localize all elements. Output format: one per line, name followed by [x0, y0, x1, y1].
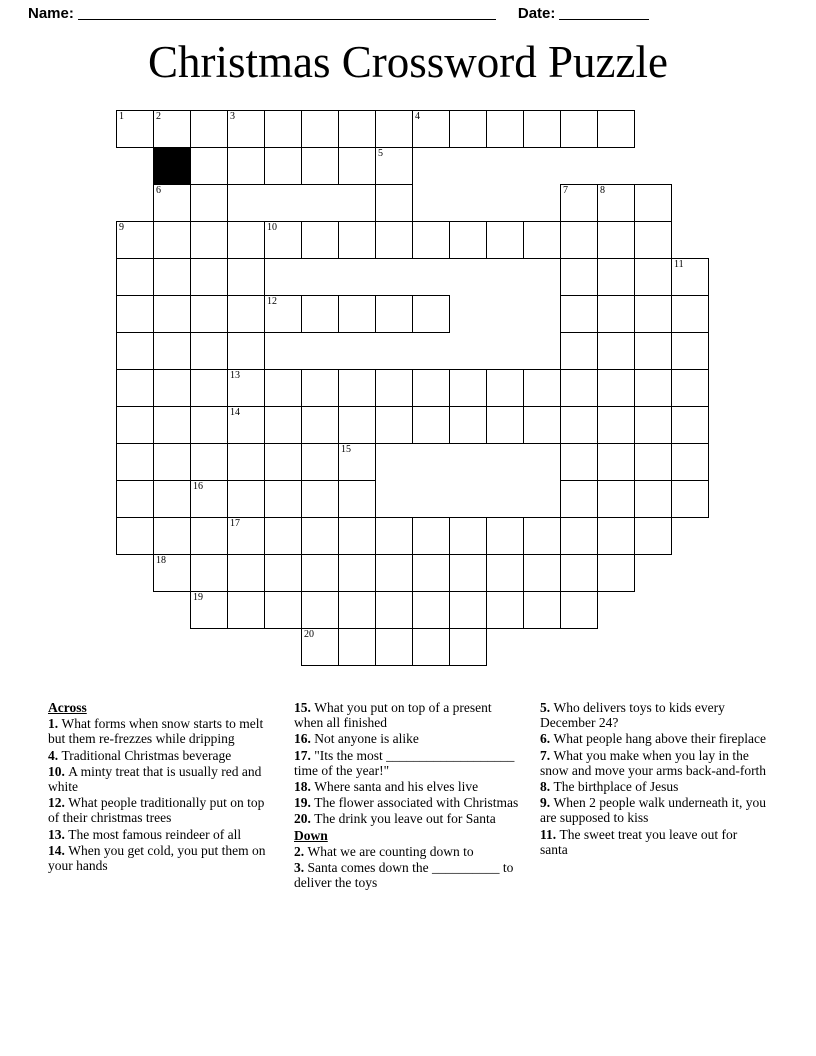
crossword-grid[interactable] [116, 110, 700, 694]
clue-number: 4. [48, 747, 62, 763]
grid-cell[interactable] [486, 517, 524, 555]
clue-text: What you put on top of a present when all finished [294, 700, 492, 731]
grid-cell[interactable] [153, 258, 191, 296]
grid-cell[interactable] [116, 480, 154, 518]
grid-cell[interactable] [560, 554, 598, 592]
across-clue-list-cont [294, 700, 522, 827]
clue-text: Traditional Christmas beverage [61, 747, 232, 763]
clue-item [294, 795, 522, 810]
across-heading: Across [48, 700, 87, 715]
grid-cell[interactable] [338, 110, 376, 148]
grid-cell[interactable] [153, 184, 191, 222]
grid-cell[interactable] [116, 517, 154, 555]
cell-number: 12 [267, 296, 277, 307]
grid-cell[interactable] [116, 258, 154, 296]
name-label: Name: [28, 4, 74, 22]
clue-item [540, 827, 768, 857]
grid-cell[interactable] [264, 554, 302, 592]
clue-number: 2. [294, 843, 308, 859]
grid-cell[interactable] [523, 591, 561, 629]
grid-cell[interactable] [264, 295, 302, 333]
grid-cell[interactable] [634, 332, 672, 370]
grid-cell[interactable] [301, 147, 339, 185]
grid-cell[interactable] [190, 147, 228, 185]
grid-cell[interactable] [301, 406, 339, 444]
grid-cell[interactable] [301, 480, 339, 518]
clue-number: 16. [294, 731, 315, 747]
clue-text: What people hang above their fireplace [553, 731, 767, 747]
clue-number: 5. [540, 700, 554, 715]
worksheet-header [28, 0, 788, 26]
clue-item [540, 748, 768, 778]
grid-cell[interactable] [597, 184, 635, 222]
clue-text: The flower associated with Christmas [314, 795, 519, 811]
grid-cell[interactable] [190, 554, 228, 592]
clue-item [48, 795, 276, 825]
clue-text: What you make when you lay in the snow and move your arms back-and-forth [540, 747, 767, 778]
grid-cell[interactable] [190, 406, 228, 444]
grid-cell[interactable] [449, 221, 487, 259]
grid-cell[interactable] [597, 258, 635, 296]
grid-cell[interactable] [560, 591, 598, 629]
grid-cell[interactable] [116, 332, 154, 370]
grid-cell[interactable] [227, 221, 265, 259]
cell-number: 6 [156, 185, 161, 196]
grid-cell[interactable] [560, 295, 598, 333]
grid-cell[interactable] [153, 295, 191, 333]
grid-cell[interactable] [597, 554, 635, 592]
grid-cell[interactable] [412, 406, 450, 444]
grid-cell[interactable] [264, 406, 302, 444]
grid-cell[interactable] [227, 480, 265, 518]
grid-cell[interactable] [375, 554, 413, 592]
cell-number: 2 [156, 111, 161, 122]
grid-cell[interactable] [190, 443, 228, 481]
grid-cell[interactable] [523, 406, 561, 444]
grid-cell[interactable] [634, 406, 672, 444]
grid-cell[interactable] [190, 591, 228, 629]
grid-cell[interactable] [116, 221, 154, 259]
clue-number: 20. [294, 811, 315, 827]
cell-number: 5 [378, 148, 383, 159]
cell-number: 14 [230, 407, 240, 418]
grid-cell[interactable] [412, 110, 450, 148]
grid-cell[interactable] [560, 221, 598, 259]
grid-cell[interactable] [190, 480, 228, 518]
clue-text: Santa comes down the __________ to deliver the toys [294, 860, 514, 891]
clue-item [294, 748, 522, 778]
grid-cell[interactable] [486, 591, 524, 629]
across-clue-list [48, 716, 276, 873]
grid-cell[interactable] [634, 480, 672, 518]
grid-cell[interactable] [634, 184, 672, 222]
grid-cell[interactable] [301, 369, 339, 407]
grid-cell[interactable] [264, 369, 302, 407]
grid-cell[interactable] [560, 443, 598, 481]
page-title: Christmas Crossword Puzzle [148, 37, 668, 87]
clue-number: 6. [540, 731, 554, 747]
grid-cell[interactable] [412, 591, 450, 629]
grid-cell[interactable] [338, 221, 376, 259]
grid-cell[interactable] [412, 295, 450, 333]
clue-number: 12. [48, 795, 69, 811]
grid-cell[interactable] [153, 517, 191, 555]
grid-cell[interactable] [264, 221, 302, 259]
grid-cell[interactable] [116, 295, 154, 333]
grid-cell[interactable] [338, 147, 376, 185]
grid-cell[interactable] [375, 517, 413, 555]
grid-cell[interactable] [338, 295, 376, 333]
cell-number: 15 [341, 444, 351, 455]
grid-cell[interactable] [264, 480, 302, 518]
clue-item [294, 844, 522, 859]
grid-cell[interactable] [486, 406, 524, 444]
grid-cell[interactable] [560, 480, 598, 518]
grid-cell[interactable] [190, 295, 228, 333]
cell-number: 17 [230, 518, 240, 529]
clue-text: The drink you leave out for Santa [314, 811, 496, 827]
grid-cell[interactable] [486, 554, 524, 592]
clue-text: When you get cold, you put them on your hands [48, 842, 266, 874]
clues-column-2 [294, 700, 522, 960]
grid-cell[interactable] [634, 295, 672, 333]
grid-cell[interactable] [412, 517, 450, 555]
grid-cell[interactable] [227, 406, 265, 444]
date-input-line[interactable] [559, 7, 649, 20]
grid-cell[interactable] [560, 258, 598, 296]
grid-cell[interactable] [227, 369, 265, 407]
grid-cell[interactable] [301, 591, 339, 629]
grid-cell[interactable] [597, 443, 635, 481]
grid-cell[interactable] [671, 258, 709, 296]
grid-cell[interactable] [227, 110, 265, 148]
clue-item [294, 860, 522, 890]
grid-cell[interactable] [264, 517, 302, 555]
clue-text: The most famous reindeer of all [68, 826, 242, 842]
clue-number: 10. [48, 763, 69, 779]
grid-cell[interactable] [338, 517, 376, 555]
clue-number: 9. [540, 795, 554, 811]
clue-text: When 2 people walk underneath it, you are supposed to kiss [540, 795, 767, 826]
grid-cell[interactable] [190, 332, 228, 370]
clue-number: 14. [48, 842, 69, 858]
grid-cell[interactable] [264, 591, 302, 629]
grid-cell[interactable] [634, 443, 672, 481]
grid-cell[interactable] [560, 110, 598, 148]
grid-cell[interactable] [671, 332, 709, 370]
grid-cell[interactable] [412, 221, 450, 259]
grid-cell[interactable] [153, 443, 191, 481]
grid-cell[interactable] [671, 480, 709, 518]
grid-cell[interactable] [449, 591, 487, 629]
clue-item [540, 779, 768, 794]
grid-cell[interactable] [449, 406, 487, 444]
down-heading: Down [294, 827, 328, 843]
clues-section [48, 700, 768, 960]
cell-number: 4 [415, 111, 420, 122]
grid-block [153, 147, 191, 185]
down-clue-list [294, 844, 522, 891]
grid-cell[interactable] [671, 295, 709, 333]
cell-number: 8 [600, 185, 605, 196]
clue-number: 18. [294, 779, 315, 795]
grid-cell[interactable] [190, 110, 228, 148]
grid-cell[interactable] [116, 110, 154, 148]
grid-cell[interactable] [597, 110, 635, 148]
grid-cell[interactable] [523, 369, 561, 407]
grid-cell[interactable] [486, 369, 524, 407]
grid-cell[interactable] [634, 258, 672, 296]
grid-cell[interactable] [116, 369, 154, 407]
grid-cell[interactable] [375, 406, 413, 444]
grid-cell[interactable] [523, 517, 561, 555]
grid-cell[interactable] [227, 517, 265, 555]
grid-cell[interactable] [301, 295, 339, 333]
grid-cell[interactable] [264, 443, 302, 481]
cell-number: 10 [267, 222, 277, 233]
grid-cell[interactable] [634, 369, 672, 407]
grid-cell[interactable] [153, 480, 191, 518]
clue-item [48, 843, 276, 873]
grid-cell[interactable] [523, 110, 561, 148]
grid-cell[interactable] [190, 258, 228, 296]
grid-cell[interactable] [597, 295, 635, 333]
cell-number: 11 [674, 259, 684, 270]
grid-cell[interactable] [671, 406, 709, 444]
clue-text: The birthplace of Jesus [553, 779, 679, 795]
name-input-line[interactable] [78, 7, 496, 20]
grid-cell[interactable] [301, 517, 339, 555]
grid-cell[interactable] [449, 369, 487, 407]
grid-cell[interactable] [153, 221, 191, 259]
grid-cell[interactable] [190, 369, 228, 407]
clue-item [48, 748, 276, 763]
clue-text: Who delivers toys to kids every December 24? [540, 700, 725, 731]
grid-cell[interactable] [190, 517, 228, 555]
down-clue-list-cont [540, 700, 768, 857]
grid-cell[interactable] [301, 443, 339, 481]
grid-cell[interactable] [116, 406, 154, 444]
grid-cell[interactable] [560, 332, 598, 370]
grid-cell[interactable] [449, 554, 487, 592]
grid-cell[interactable] [153, 110, 191, 148]
clue-number: 11. [540, 826, 560, 842]
clue-item [294, 700, 522, 730]
grid-cell[interactable] [597, 221, 635, 259]
clues-column-1 [48, 700, 276, 960]
grid-cell[interactable] [190, 221, 228, 259]
grid-cell[interactable] [449, 628, 487, 666]
grid-cell[interactable] [560, 406, 598, 444]
clue-number: 8. [540, 779, 554, 795]
clue-number: 3. [294, 860, 308, 876]
grid-cell[interactable] [338, 406, 376, 444]
grid-cell[interactable] [227, 554, 265, 592]
grid-cell[interactable] [227, 295, 265, 333]
grid-cell[interactable] [264, 110, 302, 148]
clue-number: 7. [540, 747, 554, 763]
clue-text: Not anyone is alike [314, 731, 419, 747]
cell-number: 16 [193, 481, 203, 492]
grid-cell[interactable] [116, 443, 154, 481]
clue-item [294, 811, 522, 826]
grid-cell[interactable] [560, 517, 598, 555]
grid-cell[interactable] [375, 221, 413, 259]
clue-number: 17. [294, 747, 315, 763]
clue-text: What people traditionally put on top of their christmas trees [48, 795, 265, 826]
grid-cell[interactable] [338, 554, 376, 592]
cell-number: 18 [156, 555, 166, 566]
clue-number: 1. [48, 716, 62, 732]
grid-cell[interactable] [338, 480, 376, 518]
cell-number: 7 [563, 185, 568, 196]
grid-cell[interactable] [523, 221, 561, 259]
grid-cell[interactable] [227, 147, 265, 185]
cell-number: 19 [193, 592, 203, 603]
grid-cell[interactable] [597, 369, 635, 407]
cell-number: 1 [119, 111, 124, 122]
grid-cell[interactable] [597, 332, 635, 370]
clue-text: Where santa and his elves live [314, 779, 479, 795]
clue-item [48, 827, 276, 842]
clue-text: A minty treat that is usually red and white [48, 763, 262, 795]
grid-cell[interactable] [523, 554, 561, 592]
grid-cell[interactable] [375, 110, 413, 148]
grid-cell[interactable] [227, 591, 265, 629]
grid-cell[interactable] [338, 369, 376, 407]
grid-cell[interactable] [412, 628, 450, 666]
grid-cell[interactable] [338, 591, 376, 629]
clue-item [294, 779, 522, 794]
cell-number: 13 [230, 370, 240, 381]
date-label: Date: [517, 4, 556, 22]
clue-item [48, 764, 276, 794]
grid-cell[interactable] [560, 369, 598, 407]
grid-cell[interactable] [153, 332, 191, 370]
grid-cell[interactable] [412, 554, 450, 592]
grid-cell[interactable] [375, 369, 413, 407]
clue-text: What we are counting down to [307, 843, 474, 859]
grid-cell[interactable] [634, 517, 672, 555]
grid-cell[interactable] [597, 406, 635, 444]
grid-cell[interactable] [375, 591, 413, 629]
grid-cell[interactable] [560, 184, 598, 222]
grid-cell[interactable] [449, 110, 487, 148]
clue-text: What forms when snow starts to melt but them re-frezzes while dripping [48, 716, 264, 747]
grid-cell[interactable] [375, 147, 413, 185]
grid-cell[interactable] [227, 332, 265, 370]
grid-cell[interactable] [486, 110, 524, 148]
cell-number: 3 [230, 111, 235, 122]
clue-number: 19. [294, 795, 315, 811]
grid-cell[interactable] [301, 221, 339, 259]
grid-cell[interactable] [634, 221, 672, 259]
grid-cell[interactable] [671, 369, 709, 407]
grid-cell[interactable] [190, 184, 228, 222]
grid-cell[interactable] [301, 110, 339, 148]
clues-column-3 [540, 700, 768, 960]
grid-cell[interactable] [597, 480, 635, 518]
grid-cell[interactable] [338, 443, 376, 481]
grid-cell[interactable] [375, 628, 413, 666]
cell-number: 9 [119, 222, 124, 233]
grid-cell[interactable] [449, 517, 487, 555]
clue-item [48, 716, 276, 746]
grid-cell[interactable] [227, 443, 265, 481]
grid-cell[interactable] [338, 628, 376, 666]
clue-item [540, 795, 768, 825]
grid-cell[interactable] [153, 369, 191, 407]
clue-item [540, 700, 768, 730]
clue-text: The sweet treat you leave out for santa [540, 826, 738, 857]
grid-cell[interactable] [375, 295, 413, 333]
clue-number: 15. [294, 700, 315, 715]
clue-text: "Its the most ___________________ time of the year!" [294, 747, 515, 778]
grid-cell[interactable] [486, 221, 524, 259]
grid-cell[interactable] [301, 628, 339, 666]
clue-item [540, 731, 768, 746]
grid-cell[interactable] [597, 517, 635, 555]
clue-item [294, 731, 522, 746]
grid-cell[interactable] [227, 258, 265, 296]
grid-cell[interactable] [375, 184, 413, 222]
clue-number: 13. [48, 826, 69, 842]
grid-cell[interactable] [412, 369, 450, 407]
cell-number: 20 [304, 629, 314, 640]
grid-cell[interactable] [301, 554, 339, 592]
grid-cell[interactable] [264, 147, 302, 185]
grid-cell[interactable] [671, 443, 709, 481]
grid-cell[interactable] [153, 406, 191, 444]
grid-cell[interactable] [153, 554, 191, 592]
